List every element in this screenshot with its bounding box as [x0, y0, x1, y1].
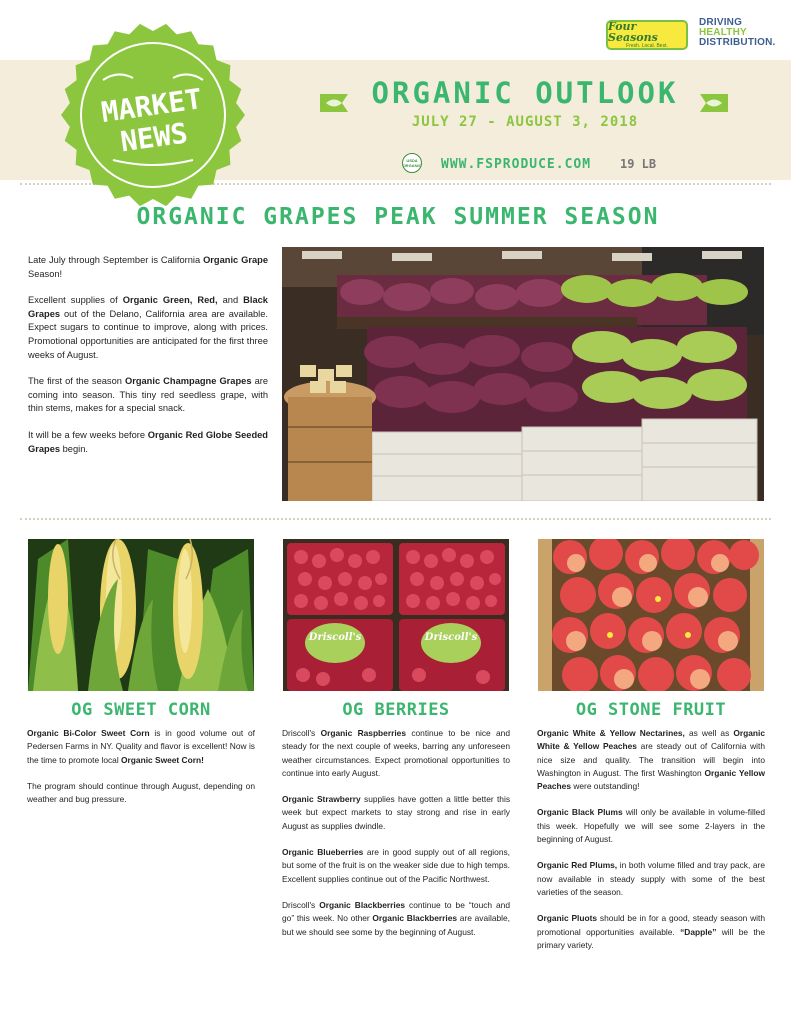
paragraph: Driscoll's Organic Raspberries continue to be nice and steady for the next couple of weeks, barring any unforeseen weather circumstances. Expect promotional opportunities to continue into early August.	[282, 728, 511, 778]
clamshell-label: Driscoll's	[308, 632, 362, 643]
grapes-display-photo	[282, 247, 764, 501]
berries-article	[282, 727, 510, 952]
issue-number: 19 LB	[620, 157, 657, 171]
paragraph: The first of the season Organic Champagne Grapes are coming into season. This tiny red seedless grape, with thin stems, makes for a special snack.	[28, 376, 269, 414]
four-seasons-name: Four Seasons	[608, 20, 658, 44]
clamshell-label: Driscoll's	[424, 632, 478, 643]
logo-line: HEALTHY	[699, 27, 747, 38]
corn-section-title: OG SWEET CORN	[71, 700, 211, 720]
stone-fruit-article	[537, 727, 765, 965]
badge-line1: MARKET	[99, 82, 205, 129]
paragraph: Organic Black Plums will only be available in volume-filled this week. Hopefully we will see some 2-layers in the beginning of August.	[537, 807, 765, 845]
stone-fruit-photo	[538, 539, 764, 691]
berries-section-title: OG BERRIES	[342, 700, 450, 720]
badge-line2: NEWS	[118, 116, 190, 159]
paragraph: The program should continue through August, depending on weather and bug pressure.	[27, 780, 255, 805]
sweet-corn-photo	[28, 539, 254, 691]
paragraph: Organic Pluots should be in for a good, steady season with promotional opportunities available. “Dapple” will be the primary variety.	[537, 913, 765, 950]
paragraph: It will be a few weeks before Organic Red Globe Seeded Grapes begin.	[28, 429, 268, 454]
paragraph: Organic White & Yellow Nectarines, as well as Organic White & Yellow Peaches are steady out of California with nice size and quality. The transition will begin into Washington in August. The first Washington Organic Yellow Peaches were outstanding!	[537, 728, 765, 792]
stone-fruit-section-title: OG STONE FRUIT	[575, 700, 727, 720]
logo-line: DRIVING	[699, 17, 743, 28]
logo-line: DISTRIBUTION.	[699, 37, 776, 48]
newsletter-title: ORGANIC OUTLOOK	[371, 76, 679, 110]
driving-healthy-distribution-logo	[699, 17, 776, 48]
paragraph: Organic Red Plums, in both volume filled and tray pack, are now available in steady supply with some of the best varieties of the season.	[537, 860, 765, 897]
paragraph: Organic Blueberries are in good supply out of all regions, but some of the fruit is on the weaker side due to high temps. Excellent supplies continue out of the Pacific Northwest.	[282, 847, 510, 884]
main-headline: ORGANIC GRAPES PEAK SUMMER SEASON	[136, 204, 660, 230]
four-seasons-tagline: Fresh. Local. Best.	[626, 43, 668, 49]
usda-organic-seal-icon: USDA ORGANIC	[402, 153, 422, 173]
four-seasons-logo	[606, 20, 688, 50]
market-news-badge	[58, 20, 248, 210]
issue-date: JULY 27 - AUGUST 3, 2018	[411, 114, 639, 130]
paragraph: Excellent supplies of Organic Green, Red, and Black Grapes out of the Delano, California area are available. Expect sugars to continue to improve, along with prices. Promotional opportunities are anticipated for the first three weeks of August.	[28, 295, 268, 360]
website-link[interactable]: WWW.FSPRODUCE.COM	[441, 157, 592, 172]
paragraph: Organic Bi-Color Sweet Corn is in good volume out of Pedersen Farms in NY. Quality and flavor is excellent! Now is the time to promote local Organic Sweet Corn!	[27, 728, 255, 765]
divider	[20, 518, 771, 520]
corn-article	[27, 727, 255, 819]
paragraph: Organic Strawberry supplies have gotten a little better this week but expect markets to stay strong and rise in early August as supplies dwindle.	[282, 794, 511, 831]
berries-photo	[283, 539, 509, 691]
grapes-article	[28, 254, 268, 469]
paragraph: Late July through September is California Organic Grape Season!	[28, 255, 268, 279]
paragraph: Driscoll's Organic Blackberries continue to be “touch and go” this week. No other Organic Blackberries are available, but we should see some by the beginning of August.	[282, 899, 510, 937]
